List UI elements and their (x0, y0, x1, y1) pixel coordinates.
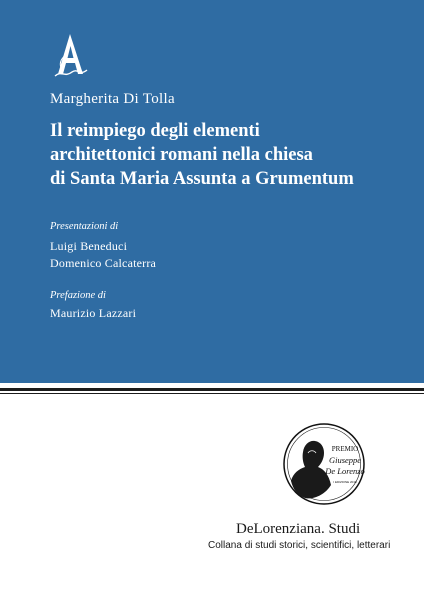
title-line: architettonici romani nella chiesa (50, 145, 313, 165)
presentations-label: Presentazioni di (50, 221, 119, 232)
medallion-line4: I EDIZIONE 2018 (333, 480, 357, 484)
series-title: DeLorenziana. Studi (236, 521, 361, 537)
title-line: Il reimpiego degli elementi (50, 121, 260, 141)
presenter-name: Luigi Beneduci (50, 239, 128, 253)
preface-label: Prefazione di (50, 290, 106, 301)
presenter-name: Domenico Calcaterra (50, 256, 157, 270)
series-subtitle: Collana di studi storici, scientifici, letterari (208, 540, 391, 551)
book-title (50, 119, 410, 191)
preface-author: Maurizio Lazzari (50, 306, 137, 320)
divider-rule (0, 393, 424, 394)
prize-medallion (283, 423, 365, 505)
divider-rule (0, 388, 424, 391)
medallion-line1: PREMIO (331, 445, 359, 453)
medallion-line3: De Lorenzo (325, 466, 365, 476)
title-line: di Santa Maria Assunta a Grumentum (50, 169, 354, 189)
medallion-line2: Giuseppe (328, 455, 362, 465)
publisher-logo-icon (50, 30, 90, 80)
author-name: Margherita Di Tolla (50, 91, 175, 107)
